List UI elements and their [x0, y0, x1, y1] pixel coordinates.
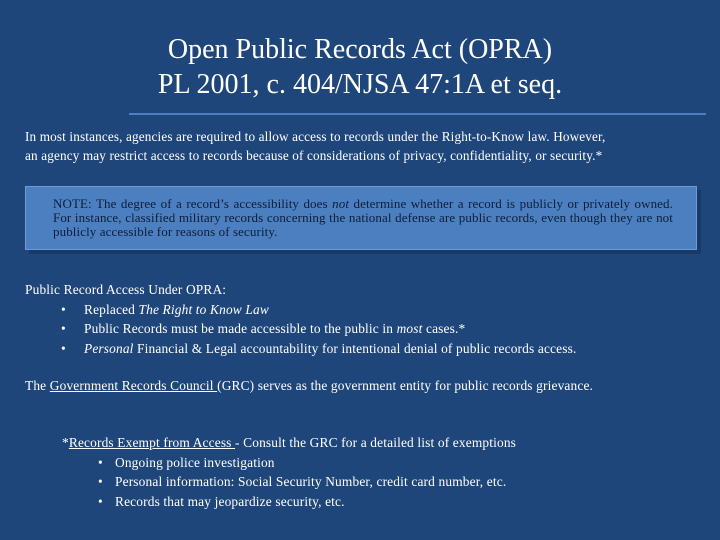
- exemptions-heading: [62, 433, 702, 453]
- exemptions-section: [62, 433, 702, 511]
- bullet-icon: •: [61, 321, 66, 336]
- bullet-icon: •: [98, 474, 103, 489]
- note-prefix: NOTE: The degree of a record’s accessibility does: [53, 196, 333, 211]
- title-divider: [129, 113, 706, 115]
- list-item: [25, 300, 705, 320]
- note-box: [25, 186, 697, 250]
- bullet-icon: •: [61, 340, 66, 356]
- list-item: [62, 492, 702, 512]
- list-item: [62, 472, 702, 492]
- list-item: [25, 339, 705, 359]
- item-italic: most: [396, 321, 423, 336]
- exemptions-list: [62, 453, 702, 512]
- note-suffix: determine whether a record is publicly or privately owned. For instance, classified military records concerning the national defense are public records, even though they are not publicly accessible for reasons of security.: [53, 196, 673, 239]
- opra-access-section: [25, 280, 705, 358]
- intro-paragraph: In most instances, agencies are required to allow access to records under the Right-to-Know law. However, an agency may restrict access to records because of considerations of privacy, confidentiality, or security.*: [25, 129, 606, 163]
- exemptions-link[interactable]: Records Exempt from Access: [68, 435, 236, 450]
- item-text-suffix: cases.*: [422, 321, 466, 336]
- title-line-1: Open Public Records Act (OPRA): [167, 34, 553, 65]
- item-text: Records that may jeopardize security, etc.: [115, 493, 345, 509]
- bullet-icon: •: [98, 493, 103, 509]
- slide-title: [0, 32, 720, 102]
- grc-prefix: The: [25, 378, 50, 393]
- note-text: [53, 197, 673, 239]
- item-italic: The Right to Know Law: [138, 301, 269, 317]
- item-text: Replaced: [84, 301, 139, 317]
- item-text: Public Records must be made accessible to the public in: [84, 321, 397, 336]
- item-text: Personal information: Social Security Number, credit card number, etc.: [115, 474, 507, 489]
- grc-link[interactable]: Government Records Council: [49, 378, 218, 393]
- grc-suffix: (GRC) serves as the government entity for public records grievance.: [217, 378, 594, 393]
- item-italic: Personal: [84, 340, 134, 356]
- exemptions-suffix: - Consult the GRC for a detailed list of exemptions: [235, 435, 517, 450]
- grc-paragraph: [25, 376, 665, 396]
- bullet-icon: •: [98, 454, 103, 470]
- asterisk: *: [62, 435, 69, 450]
- bullet-icon: •: [61, 301, 66, 317]
- list-item: [62, 453, 702, 473]
- title-line-2: PL 2001, c. 404/NJSA 47:1A et seq.: [157, 69, 563, 100]
- note-emphasis: not: [332, 196, 350, 211]
- item-text: Ongoing police investigation: [115, 454, 275, 470]
- item-text-suffix: Financial & Legal accountability for intentional denial of public records access.: [133, 340, 577, 356]
- opra-list: [25, 300, 705, 359]
- opra-heading: Public Record Access Under OPRA:: [25, 282, 227, 297]
- list-item: [25, 319, 705, 339]
